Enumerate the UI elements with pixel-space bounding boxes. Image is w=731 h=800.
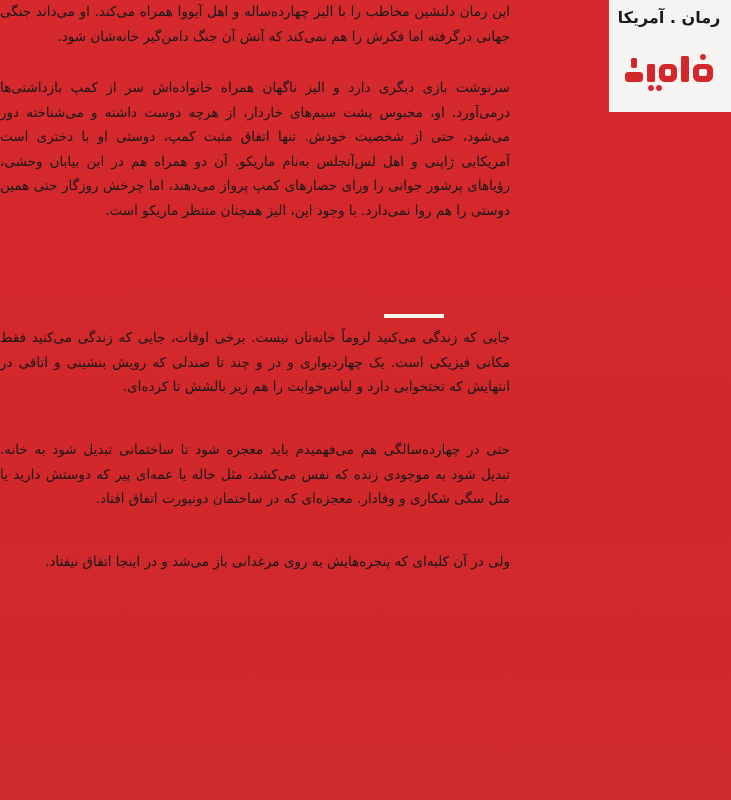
blurb-paragraph-1: این رمان دلنشین مخاطب را با الیز چهارده‌ساله و اهل آیووا همراه می‌کند. او می‌داند جنگی جهانی درگرفته اما فکرش را هم نمی‌کند که آتش آن جنگ دامن‌گیر خانه‌شان شود.	[0, 4, 510, 45]
divider-line	[384, 314, 444, 318]
excerpt-paragraph-2: حتی در چهارده‌سالگی هم می‌فهمیدم باید معجزه شود تا ساختمانی تبدیل شود به خانه. تبدیل شود به موجودی زنده که نفس می‌کشد، مثل خاله یا عمه‌ای پیر که دوستش دارید یا مثل سگی شکاری و وفادار. معجزه‌ای که در ساختمان دونپورت اتفاق افتاد.	[0, 442, 510, 507]
excerpt-paragraph-1: جایی که زندگی می‌کنید لزوماً خانه‌تان نیست. برخی اوقات، جایی که زندگی می‌کنید فقط مکانی فیزیکی است. یک چهاردیواری و در و چند تا صندلی که رویش بنشینی و اتاقی در انتهایش که تختخوابی دارد و لباس‌خوابت را هم زیر بالشش تا کرده‌ای.	[0, 330, 510, 395]
excerpt-paragraph-3: ولی در آن کلبه‌ای که پنجره‌هایش به روی مرغدانی باز می‌شد و در اینجا اتفاق نیفتاد.	[45, 554, 510, 570]
publisher-logo	[621, 50, 719, 94]
publisher-panel	[609, 0, 731, 112]
genre-label: رمان . آمریکا	[617, 8, 721, 27]
blurb-paragraph-2: سرنوشت بازی دیگری دارد و الیز ناگهان همراه خانواده‌اش سر از کمپ بازداشتی‌ها درمی‌آورد. او، محبوس پشت سیم‌های خاردار، از هرچه دوست داشته و می‌شناخته دور می‌شود، حتی از شخصیت خودش. تنها اتفاق مثبت کمپ، دوستی او با دختری است آمریکایی ژاپنی و اهل لس‌آنجلس به‌نام ماریکو. آن دو همراه هم در این بیابان وحشی، رؤیاهای پرشور جوانی را ورای حصارهای کمپ پرواز می‌دهند، اما چرخش روزگار حتی همین دوستی را هم روا نمی‌دارد. با وجود این، الیز همچنان منتظر ماریکو است.	[0, 80, 510, 219]
